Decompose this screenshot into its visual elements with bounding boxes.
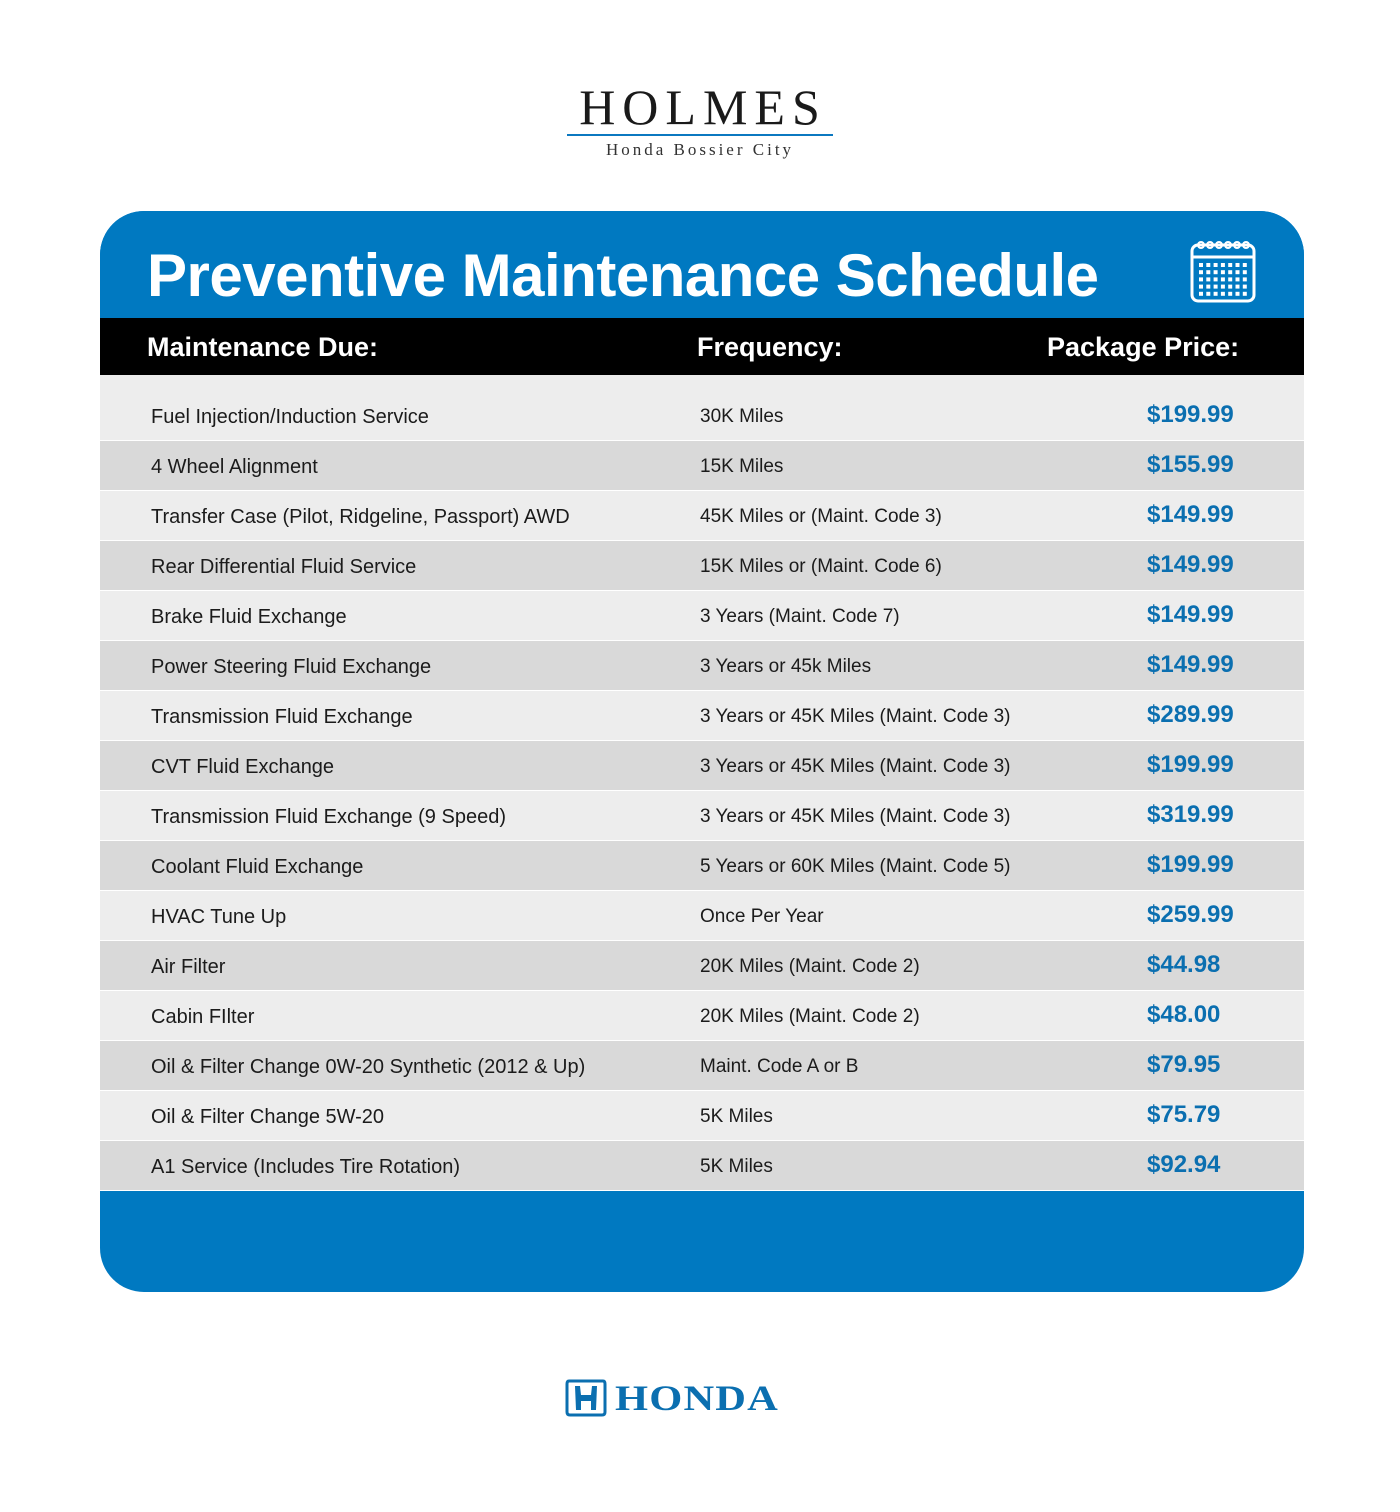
column-header-row [100,318,1304,375]
table-row [100,791,1304,841]
table-row [100,441,1304,491]
package-price: $75.79 [1147,1101,1221,1128]
frequency-value: 5K Miles [700,1106,773,1127]
maintenance-item: A1 Service (Includes Tire Rotation) [151,1156,461,1178]
table-row [100,741,1304,791]
column-header-frequency: Frequency: [697,332,843,362]
maintenance-item: Coolant Fluid Exchange [151,856,364,878]
frequency-value: 3 Years or 45K Miles (Maint. Code 3) [700,706,1011,727]
table-row [100,1041,1304,1091]
package-price: $48.00 [1147,1001,1221,1028]
frequency-value: 3 Years or 45k Miles [700,656,872,677]
dealer-name: HOLMES [567,82,833,136]
package-price: $289.99 [1147,701,1234,728]
table-row [100,841,1304,891]
maintenance-item: Oil & Filter Change 0W-20 Synthetic (2012 & Up) [151,1056,586,1078]
frequency-value: 20K Miles (Maint. Code 2) [700,1006,920,1027]
table-row [100,541,1304,591]
frequency-value: 3 Years (Maint. Code 7) [700,606,900,627]
maintenance-item: Power Steering Fluid Exchange [151,656,432,678]
maintenance-item: HVAC Tune Up [151,906,287,928]
frequency-value: Maint. Code A or B [700,1056,859,1077]
frequency-value: 15K Miles or (Maint. Code 6) [700,556,942,577]
table-row [100,591,1304,641]
schedule-table [100,375,1304,1188]
frequency-value: 30K Miles [700,406,784,427]
frequency-value: 5K Miles [700,1156,773,1177]
frequency-value: Once Per Year [700,906,824,927]
table-row [100,991,1304,1041]
package-price: $44.98 [1147,951,1221,978]
package-price: $319.99 [1147,801,1234,828]
maintenance-item: 4 Wheel Alignment [151,456,318,478]
maintenance-item: Cabin FIlter [151,1006,255,1028]
dealer-logo [0,79,1400,160]
frequency-value: 3 Years or 45K Miles (Maint. Code 3) [700,756,1011,777]
package-price: $149.99 [1147,601,1234,628]
maintenance-item: CVT Fluid Exchange [151,756,335,778]
honda-logo [565,1378,780,1418]
maintenance-item: Transmission Fluid Exchange [151,706,413,728]
table-row [100,641,1304,691]
package-price: $199.99 [1147,401,1234,428]
package-price: $149.99 [1147,551,1234,578]
frequency-value: 15K Miles [700,456,784,477]
column-header-price: Package Price: [1047,332,1240,362]
maintenance-item: Fuel Injection/Induction Service [151,406,429,428]
table-row [100,375,1304,441]
table-row [100,491,1304,541]
package-price: $259.99 [1147,901,1234,928]
maintenance-item: Brake Fluid Exchange [151,606,347,628]
page-title: Preventive Maintenance Schedule [147,242,1099,309]
package-price: $79.95 [1147,1051,1221,1078]
maintenance-schedule-card [100,211,1304,1292]
dealer-subtitle: Honda Bossier City [605,140,795,159]
package-price: $199.99 [1147,851,1234,878]
frequency-value: 20K Miles (Maint. Code 2) [700,956,920,977]
package-price: $149.99 [1147,501,1234,528]
card-title-bar [100,211,1304,318]
maintenance-item: Air Filter [151,956,226,978]
table-row [100,1141,1304,1191]
calendar-icon [1190,239,1256,303]
column-header-maintenance: Maintenance Due: [147,332,379,362]
package-price: $199.99 [1147,751,1234,778]
frequency-value: 5 Years or 60K Miles (Maint. Code 5) [700,856,1011,877]
package-price: $92.94 [1147,1151,1221,1178]
package-price: $155.99 [1147,451,1234,478]
maintenance-item: Transfer Case (Pilot, Ridgeline, Passport) AWD [151,506,570,528]
table-row [100,891,1304,941]
table-row [100,1091,1304,1141]
maintenance-item: Oil & Filter Change 5W-20 [151,1106,385,1128]
package-price: $149.99 [1147,651,1234,678]
frequency-value: 45K Miles or (Maint. Code 3) [700,506,942,527]
table-row [100,691,1304,741]
frequency-value: 3 Years or 45K Miles (Maint. Code 3) [700,806,1011,827]
maintenance-item: Transmission Fluid Exchange (9 Speed) [151,806,506,828]
honda-h-icon [565,1379,607,1417]
table-row [100,941,1304,991]
maintenance-item: Rear Differential Fluid Service [151,556,417,578]
honda-wordmark: HONDA [615,1378,780,1418]
